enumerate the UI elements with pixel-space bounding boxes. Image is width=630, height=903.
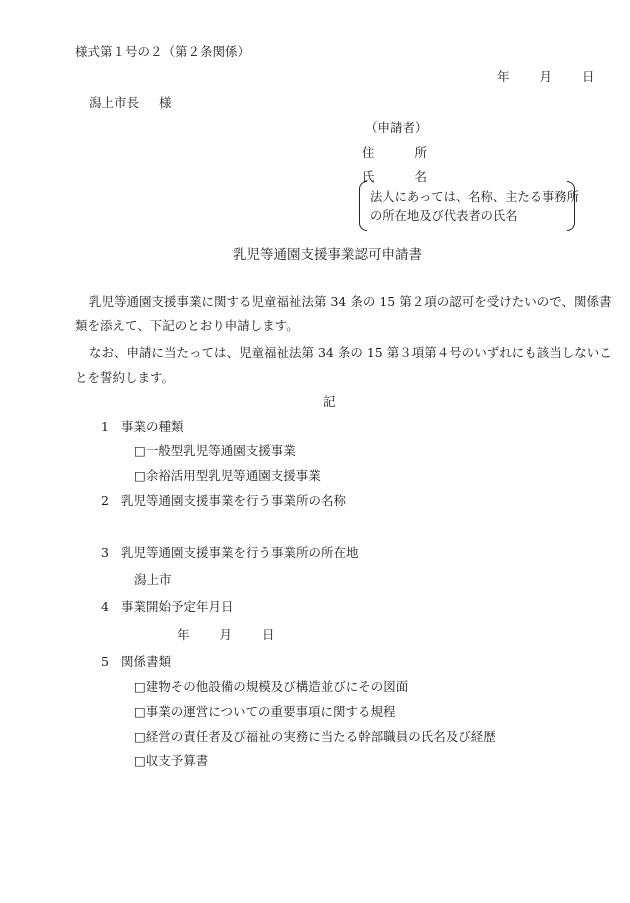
item-5-option-2: □事業の運営についての重要事項に関する規程 — [134, 704, 396, 719]
item-2-number: 2 — [101, 493, 109, 508]
item-5-option-1: □建物その他設備の規模及び構造並びにその図面 — [134, 679, 409, 694]
item-1-option-1: □一般型乳児等通園支援事業 — [134, 443, 296, 458]
item-5-number: 5 — [101, 654, 109, 669]
item-3-number: 3 — [101, 545, 109, 560]
paragraph2-line1: なお、申請に当たっては、児童福祉法第 34 条の 15 第３項第４号のいずれにも該当しないこ — [89, 345, 612, 360]
item-4-label: 事業開始予定年月日 — [121, 599, 234, 614]
item-3-value: 潟上市 — [134, 572, 172, 587]
corporate-note — [359, 181, 579, 231]
addressee — [89, 95, 172, 110]
item-1-label: 事業の種類 — [121, 419, 184, 434]
item-2-label: 乳児等通園支援事業を行う事業所の名称 — [121, 493, 347, 508]
name-label: 氏 名 — [362, 169, 427, 184]
corporate-note-line2: の所在地及び代表者の氏名 — [370, 209, 518, 223]
addressee-honorific: 様 — [158, 95, 172, 110]
date-day: 日 — [581, 69, 595, 84]
item-4-number: 4 — [101, 599, 109, 614]
date-month: 月 — [539, 69, 552, 84]
ki-mark: 記 — [323, 394, 336, 409]
left-bracket — [359, 181, 367, 231]
paragraph1-line1: 乳児等通園支援事業に関する児童福祉法第 34 条の 15 第２項の認可を受けたいので、関係書 — [89, 294, 612, 309]
applicant-header: （申請者） — [365, 120, 428, 135]
item-5-option-3: □経営の責任者及び福祉の実務に当たる幹部職員の氏名及び経歴 — [134, 729, 496, 744]
paragraph1-line2: 類を添えて、下記のとおり申請します。 — [75, 318, 299, 333]
item-4-date: 年 月 日 — [177, 627, 275, 642]
item-5-option-4: □収支予算書 — [134, 753, 209, 768]
address-label: 住 所 — [362, 145, 427, 160]
item-5-label: 関係書類 — [121, 654, 172, 669]
item-1-number: 1 — [101, 419, 109, 434]
form-number: 様式第１号の２（第２条関係） — [75, 44, 251, 59]
paragraph2-line2: とを誓約します。 — [75, 370, 175, 385]
document-title: 乳児等通園支援事業認可申請書 — [233, 247, 422, 263]
date-year: 年 — [497, 69, 510, 84]
item-1-option-2: □余裕活用型乳児等通園支援事業 — [134, 468, 321, 483]
addressee-title: 潟上市長 — [89, 95, 140, 110]
date-line — [497, 69, 594, 84]
item-3-label: 乳児等通園支援事業を行う事業所の所在地 — [121, 545, 359, 560]
corporate-note-line1: 法人にあっては、名称、主たる事務所 — [370, 190, 579, 204]
